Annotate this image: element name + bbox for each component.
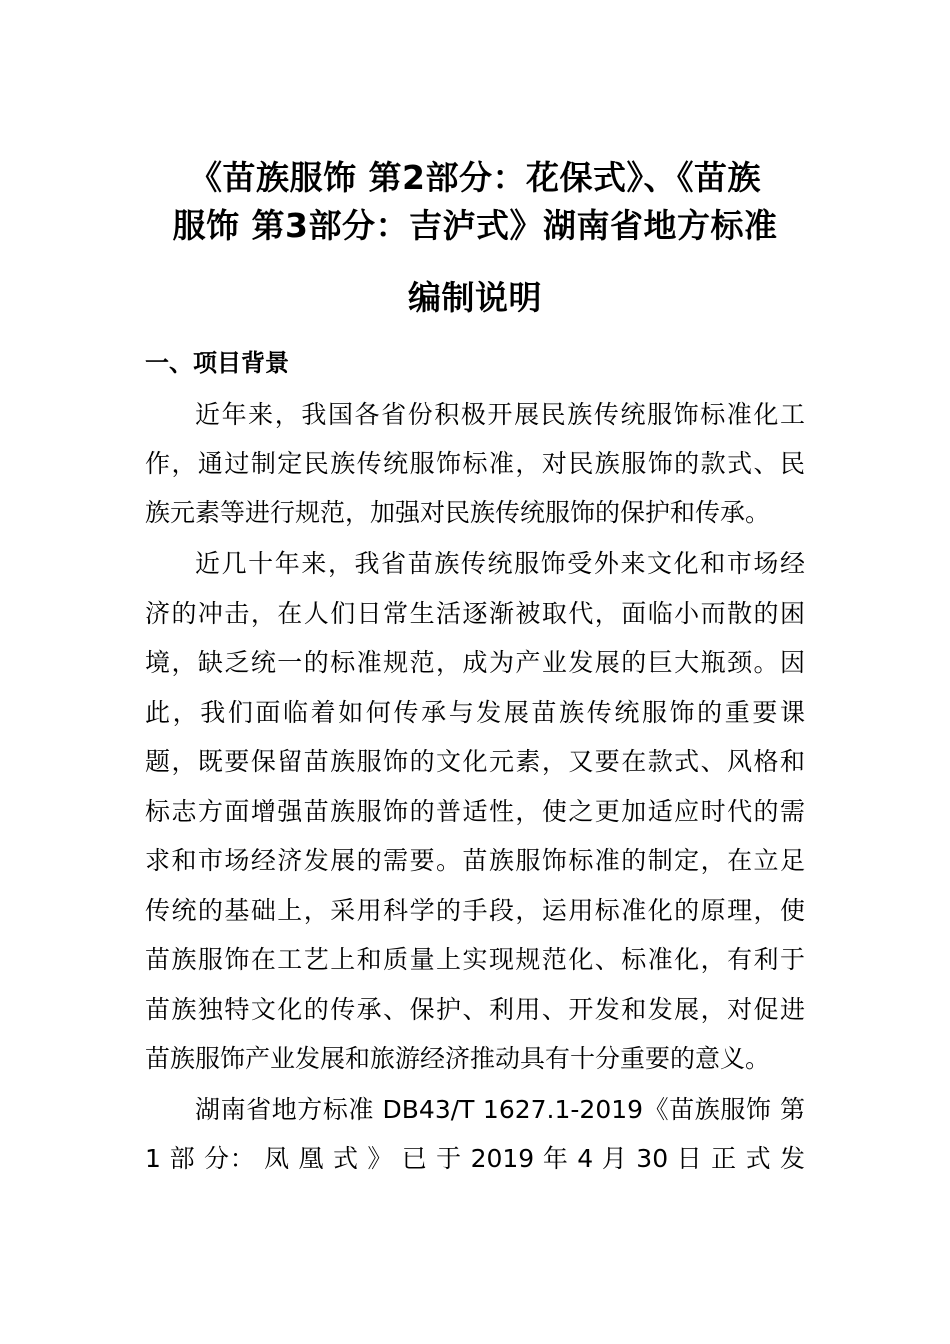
paragraph-2-line-10: 苗族独特文化的传承、保护、利用、开发和发展，对促进 [145,995,805,1024]
document-title-line-2: 服饰 第3部分：吉泸式》湖南省地方标准 [172,206,778,245]
paragraph-2-line-7: 求和市场经济发展的需要。苗族服饰标准的制定，在立足 [145,846,805,875]
paragraph-2-line-8: 传统的基础上，采用科学的手段，运用标准化的原理，使 [145,896,805,925]
paragraph-1-line-3: 族元素等进行规范，加强对民族传统服饰的保护和传承。 [145,498,771,527]
document-title-line-3: 编制说明 [408,278,542,317]
paragraph-2-line-9: 苗族服饰在工艺上和质量上实现规范化、标准化，有利于 [145,945,805,974]
paragraph-1-line-2: 作，通过制定民族传统服饰标准，对民族服饰的款式、民 [145,449,805,478]
paragraph-2-line-3: 境，缺乏统一的标准规范，成为产业发展的巨大瓶颈。因 [145,648,805,677]
paragraph-3-line-1: 湖南省地方标准 DB43/T 1627.1-2019《苗族服饰 第 [195,1095,805,1124]
paragraph-2-line-2: 济的冲击，在人们日常生活逐渐被取代，面临小而散的困 [145,599,805,628]
paragraph-2-line-5: 题，既要保留苗族服饰的文化元素，又要在款式、风格和 [145,747,805,776]
paragraph-2-line-6: 标志方面增强苗族服饰的普适性，使之更加适应时代的需 [145,797,805,826]
paragraph-3-line-2: 1 部 分： 凤 凰 式 》 已 于 2019 年 4 月 30 日 正 式 发 [145,1144,805,1173]
paragraph-1-line-1: 近年来，我国各省份积极开展民族传统服饰标准化工 [195,400,805,429]
document-title-line-1: 《苗族服饰 第2部分：花保式》、《苗族 [189,158,761,197]
paragraph-2-line-4: 此，我们面临着如何传承与发展苗族传统服饰的重要课 [145,698,805,727]
paragraph-2-line-11: 苗族服饰产业发展和旅游经济推动具有十分重要的意义。 [145,1044,771,1073]
paragraph-2-line-1: 近几十年来，我省苗族传统服饰受外来文化和市场经 [195,549,805,578]
section-heading: 一、项目背景 [145,349,289,377]
